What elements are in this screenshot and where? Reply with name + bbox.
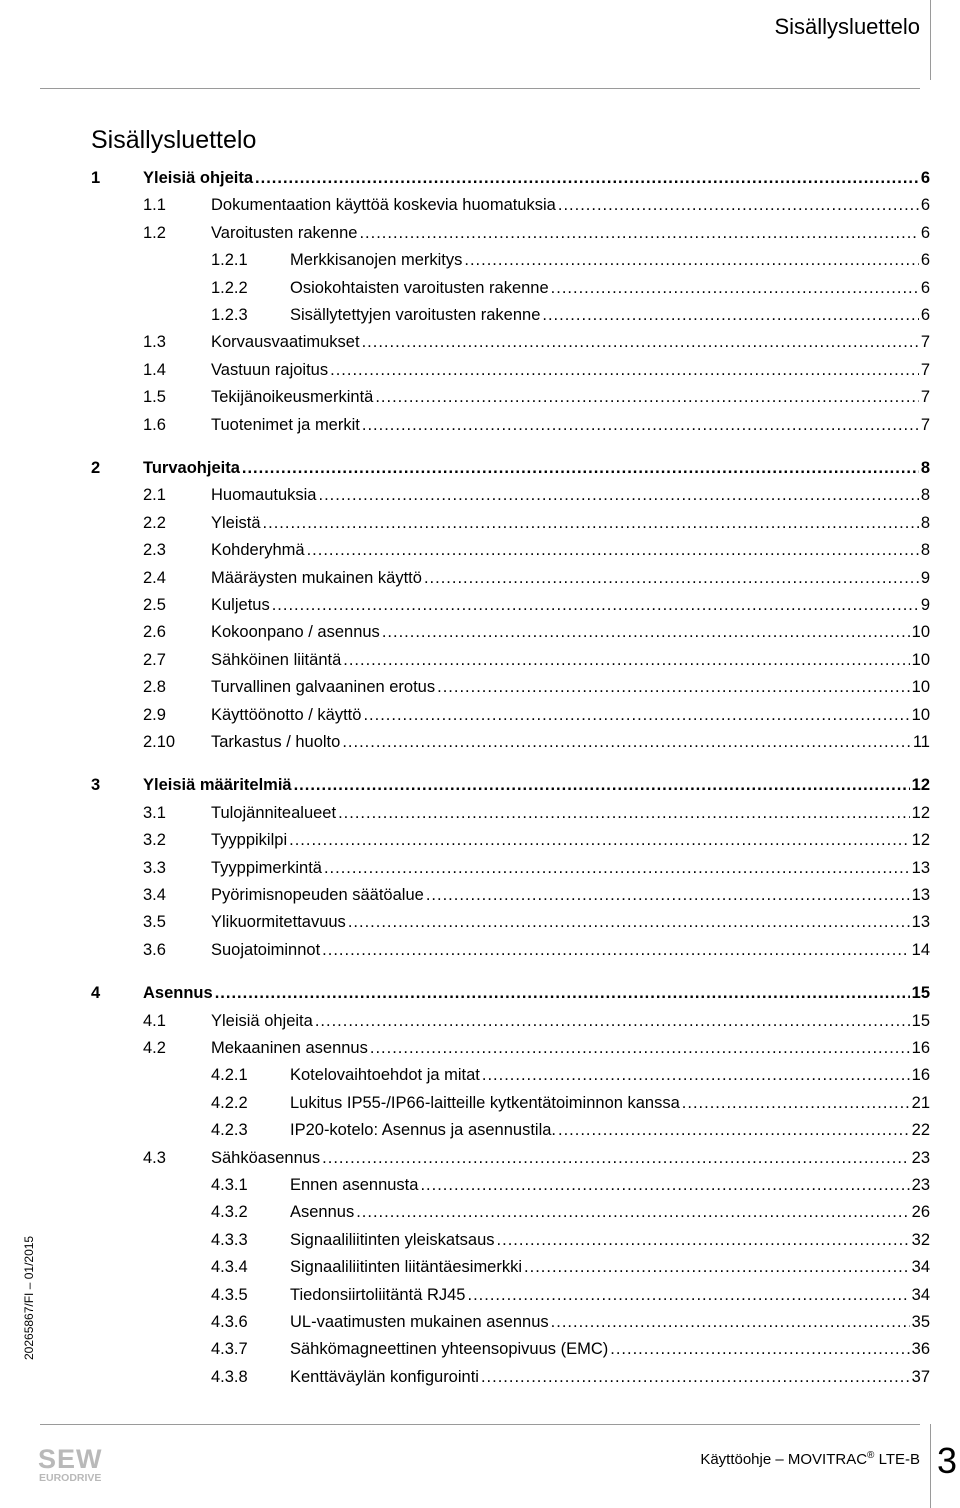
- toc-entry[interactable]: [143, 704, 930, 726]
- toc-entry-page: 8: [920, 514, 930, 532]
- toc-entry-page: 8: [920, 486, 930, 504]
- toc-entry-page: 13: [911, 859, 930, 877]
- toc-entry-page: 37: [911, 1368, 930, 1386]
- toc-entry-title: Tiedonsiirtoliitäntä RJ45: [290, 1286, 466, 1304]
- toc-entry[interactable]: [211, 1256, 930, 1278]
- toc-entry-page: 10: [911, 623, 930, 641]
- toc-entry-page: 35: [911, 1313, 930, 1331]
- toc-dot-leader: [255, 167, 919, 189]
- toc-entry[interactable]: [143, 414, 930, 436]
- toc-entry-number: 1.4: [143, 361, 166, 379]
- toc-entry-number: 2.3: [143, 541, 166, 559]
- toc-entry[interactable]: [143, 731, 930, 753]
- toc-entry-number: 1.5: [143, 388, 166, 406]
- toc-entry-page: 15: [911, 1012, 930, 1030]
- toc-dot-leader: [359, 222, 918, 244]
- toc-dot-leader: [481, 1366, 910, 1388]
- toc-entry-page: 23: [911, 1149, 930, 1167]
- toc-dot-leader: [424, 567, 919, 589]
- toc-entry[interactable]: [143, 802, 930, 824]
- toc-entry[interactable]: [143, 884, 930, 906]
- toc-entry-title: Osiokohtaisten varoitusten rakenne: [290, 279, 549, 297]
- toc-entry-number: 4.3.5: [211, 1286, 248, 1304]
- toc-entry-title: Signaaliliitinten liitäntäesimerkki: [290, 1258, 523, 1276]
- toc-entry-number: 1.2.1: [211, 251, 248, 269]
- toc-entry[interactable]: [143, 911, 930, 933]
- toc-dot-leader: [263, 512, 919, 534]
- toc-dot-leader: [362, 331, 919, 353]
- toc-entry[interactable]: [211, 277, 930, 299]
- toc-entry-title: Turvallinen galvaaninen erotus: [211, 678, 436, 696]
- toc-entry-page: 34: [911, 1258, 930, 1276]
- toc-entry[interactable]: [143, 512, 930, 534]
- toc-entry[interactable]: [143, 567, 930, 589]
- toc-entry-title: Ylikuormitettavuus: [211, 913, 346, 931]
- toc-dot-leader: [551, 277, 919, 299]
- toc-entry-page: 10: [911, 651, 930, 669]
- toc-entry-title: Kokoonpano / asennus: [211, 623, 380, 641]
- document-code: 20265867/FI – 01/2015: [22, 1235, 36, 1360]
- toc-entry-page: 8: [920, 459, 930, 477]
- toc-entry-page: 6: [920, 279, 930, 297]
- toc-entry-number: 4.3.2: [211, 1203, 248, 1221]
- toc-entry-number: 1.1: [143, 196, 166, 214]
- toc-entry[interactable]: [143, 1147, 930, 1169]
- toc-entry-title: Huomautuksia: [211, 486, 317, 504]
- toc-dot-leader: [542, 304, 918, 326]
- toc-entry-title: UL-vaatimusten mukainen asennus: [290, 1313, 549, 1331]
- toc-entry-title: Kohderyhmä: [211, 541, 305, 559]
- toc-entry-page: 12: [911, 804, 930, 822]
- toc-entry-page: 6: [920, 251, 930, 269]
- toc-entry[interactable]: [143, 539, 930, 561]
- toc-entry-number: 4.3.1: [211, 1176, 248, 1194]
- toc-entry-number: 4.3.3: [211, 1231, 248, 1249]
- toc-entry-number: 4.2: [143, 1039, 166, 1057]
- toc-entry-number: 4: [91, 984, 101, 1002]
- toc-dot-leader: [370, 1037, 910, 1059]
- toc-dot-leader: [348, 911, 910, 933]
- toc-entry[interactable]: [143, 676, 930, 698]
- toc-entry[interactable]: [211, 1284, 930, 1306]
- toc-dot-leader: [330, 359, 919, 381]
- toc-entry-title: Kotelovaihtoehdot ja mitat: [290, 1066, 480, 1084]
- toc-entry-title: Tyyppimerkintä: [211, 859, 322, 877]
- toc-entry[interactable]: [143, 331, 930, 353]
- toc-entry[interactable]: [143, 386, 930, 408]
- toc-entry-page: 6: [920, 169, 930, 187]
- toc-entry-title: Sähköinen liitäntä: [211, 651, 342, 669]
- toc-entry-title: Yleisiä ohjeita: [143, 169, 254, 187]
- toc-entry-number: 4.3.8: [211, 1368, 248, 1386]
- toc-entry-number: 4.1: [143, 1012, 166, 1030]
- toc-entry-title: Tulojännitealueet: [211, 804, 337, 822]
- toc-entry-title: Asennus: [143, 984, 213, 1002]
- toc-entry[interactable]: [91, 457, 930, 479]
- toc-dot-leader: [420, 1174, 909, 1196]
- toc-entry[interactable]: [143, 594, 930, 616]
- toc-entry-page: 36: [911, 1340, 930, 1358]
- toc-entry-title: Sähkömagneettinen yhteensopivuus (EMC): [290, 1340, 609, 1358]
- toc-entry-number: 4.3: [143, 1149, 166, 1167]
- toc-entry-page: 13: [911, 886, 930, 904]
- toc-entry[interactable]: [91, 167, 930, 189]
- toc-entry[interactable]: [143, 1010, 930, 1032]
- toc-entry-page: 34: [911, 1286, 930, 1304]
- toc-entry[interactable]: [211, 1366, 930, 1388]
- registered-mark: ®: [867, 1450, 875, 1461]
- toc-entry[interactable]: [211, 1174, 930, 1196]
- toc-entry-title: Vastuun rajoitus: [211, 361, 329, 379]
- toc-entry-number: 2.7: [143, 651, 166, 669]
- toc-entry-title: Sisällytettyjen varoitusten rakenne: [290, 306, 541, 324]
- toc-entry-title: Tuotenimet ja merkit: [211, 416, 360, 434]
- toc-entry[interactable]: [211, 1064, 930, 1086]
- toc-entry-number: 4.2.1: [211, 1066, 248, 1084]
- toc-entry[interactable]: [143, 939, 930, 961]
- toc-entry-page: 13: [911, 913, 930, 931]
- toc-entry-number: 2.10: [143, 733, 176, 751]
- toc-dot-leader: [343, 649, 909, 671]
- toc-entry-page: 12: [911, 776, 930, 794]
- toc-dot-leader: [426, 884, 910, 906]
- toc-entry-title: Signaaliliitinten yleiskatsaus: [290, 1231, 495, 1249]
- toc-entry[interactable]: [143, 829, 930, 851]
- toc-entry[interactable]: [143, 1037, 930, 1059]
- toc-dot-leader: [524, 1256, 910, 1278]
- toc-entry[interactable]: [211, 1311, 930, 1333]
- toc-entry-title: Varoitusten rakenne: [211, 224, 358, 242]
- toc-entry-page: 6: [920, 196, 930, 214]
- toc-entry-number: 2.5: [143, 596, 166, 614]
- header-title: Sisällysluettelo: [774, 14, 920, 39]
- toc-entry-page: 32: [911, 1231, 930, 1249]
- toc-dot-leader: [322, 939, 909, 961]
- toc-entry-number: 1.6: [143, 416, 166, 434]
- toc-entry[interactable]: [211, 1201, 930, 1223]
- footer-divider: [40, 1424, 920, 1425]
- toc-entry-title: Tyyppikilpi: [211, 831, 288, 849]
- toc-title: Sisällysluettelo: [91, 126, 257, 154]
- toc-entry[interactable]: [211, 1338, 930, 1360]
- toc-entry-number: 4.3.6: [211, 1313, 248, 1331]
- toc-entry-title: Ennen asennusta: [290, 1176, 419, 1194]
- toc-entry-page: 16: [911, 1039, 930, 1057]
- toc-entry-title: Kenttäväylän konfigurointi: [290, 1368, 479, 1386]
- toc-entry[interactable]: [143, 621, 930, 643]
- toc-entry-number: 3.3: [143, 859, 166, 877]
- toc-dot-leader: [610, 1338, 909, 1360]
- toc-entry-page: 9: [920, 569, 930, 587]
- toc-dot-leader: [307, 539, 919, 561]
- toc-entry-number: 2.9: [143, 706, 166, 724]
- toc-entry-number: 4.3.7: [211, 1340, 248, 1358]
- toc-entry-page: 7: [920, 416, 930, 434]
- toc-entry-number: 3.6: [143, 941, 166, 959]
- toc-entry[interactable]: [143, 222, 930, 244]
- toc-entry-page: 16: [911, 1066, 930, 1084]
- toc-entry-page: 7: [920, 361, 930, 379]
- toc-entry-title: Dokumentaation käyttöä koskevia huomatuksia: [211, 196, 556, 214]
- toc-dot-leader: [272, 594, 919, 616]
- toc-entry-page: 26: [911, 1203, 930, 1221]
- toc-entry-title: IP20-kotelo: Asennus ja asennustila.: [290, 1121, 557, 1139]
- logo-text-sew: SEW: [38, 1444, 103, 1474]
- toc-entry-number: 4.2.3: [211, 1121, 248, 1139]
- toc-dot-leader: [437, 676, 910, 698]
- toc-dot-leader: [375, 386, 918, 408]
- toc-dot-leader: [482, 1064, 910, 1086]
- toc-entry-title: Lukitus IP55-/IP66-laitteille kytkentätoiminnon kanssa: [290, 1094, 680, 1112]
- toc-entry-title: Yleistä: [211, 514, 261, 532]
- toc-entry[interactable]: [211, 249, 930, 271]
- toc-dot-leader: [324, 857, 910, 879]
- toc-entry-page: 7: [920, 333, 930, 351]
- toc-entry-number: 2.8: [143, 678, 166, 696]
- toc-entry-page: 14: [911, 941, 930, 959]
- toc-dot-leader: [342, 731, 911, 753]
- logo-text-eurodrive: EURODRIVE: [39, 1472, 102, 1484]
- toc-entry-number: 3.2: [143, 831, 166, 849]
- toc-dot-leader: [356, 1201, 909, 1223]
- toc-entry-title: Pyörimisnopeuden säätöalue: [211, 886, 424, 904]
- document-title-prefix: Käyttöohje – MOVITRAC: [700, 1451, 868, 1468]
- toc-dot-leader: [362, 414, 919, 436]
- toc-dot-leader: [289, 829, 910, 851]
- toc-entry-page: 8: [920, 541, 930, 559]
- toc-entry[interactable]: [211, 1229, 930, 1251]
- toc-dot-leader: [464, 249, 918, 271]
- toc-entry-number: 1.2.3: [211, 306, 248, 324]
- toc-dot-leader: [497, 1229, 910, 1251]
- toc-entry[interactable]: [143, 484, 930, 506]
- toc-entry-title: Käyttöönotto / käyttö: [211, 706, 362, 724]
- toc-entry[interactable]: [143, 857, 930, 879]
- toc-dot-leader: [315, 1010, 910, 1032]
- toc-entry-number: 3: [91, 776, 101, 794]
- toc-entry-number: 2.2: [143, 514, 166, 532]
- toc-entry-number: 1.2: [143, 224, 166, 242]
- toc-entry[interactable]: [91, 774, 930, 796]
- toc-entry-number: 2: [91, 459, 101, 477]
- toc-entry-number: 1: [91, 169, 101, 187]
- toc-dot-leader: [558, 1119, 910, 1141]
- toc-dot-leader: [382, 621, 910, 643]
- toc-entry-title: Asennus: [290, 1203, 355, 1221]
- toc-dot-leader: [318, 484, 918, 506]
- toc-entry-title: Tekijänoikeusmerkintä: [211, 388, 374, 406]
- sew-eurodrive-logo: [38, 1444, 118, 1484]
- toc-entry-page: 7: [920, 388, 930, 406]
- toc-dot-leader: [551, 1311, 910, 1333]
- toc-entry-number: 3.5: [143, 913, 166, 931]
- toc-entry[interactable]: [211, 1119, 930, 1141]
- toc-entry-page: 6: [920, 306, 930, 324]
- toc-entry-page: 11: [912, 733, 930, 751]
- toc-dot-leader: [242, 457, 919, 479]
- toc-entry-page: 21: [911, 1094, 930, 1112]
- toc-entry[interactable]: [143, 194, 930, 216]
- toc-entry-page: 10: [911, 706, 930, 724]
- page-number: 3: [937, 1440, 958, 1481]
- toc-entry-page: 23: [911, 1176, 930, 1194]
- document-title-suffix: LTE-B: [874, 1451, 920, 1468]
- toc-entry[interactable]: [91, 982, 930, 1004]
- toc-entry[interactable]: [143, 359, 930, 381]
- toc-entry-page: 9: [920, 596, 930, 614]
- toc-entry-number: 1.2.2: [211, 279, 248, 297]
- toc-entry[interactable]: [211, 304, 930, 326]
- toc-dot-leader: [558, 194, 919, 216]
- toc-dot-leader: [363, 704, 909, 726]
- toc-dot-leader: [294, 774, 910, 796]
- toc-entry-title: Korvausvaatimukset: [211, 333, 360, 351]
- toc-entry-number: 3.4: [143, 886, 166, 904]
- toc-entry[interactable]: [211, 1092, 930, 1114]
- toc-dot-leader: [467, 1284, 909, 1306]
- toc-entry-page: 6: [920, 224, 930, 242]
- toc-dot-leader: [682, 1092, 910, 1114]
- toc-entry-page: 15: [911, 984, 930, 1002]
- toc-entry-title: Yleisiä ohjeita: [211, 1012, 313, 1030]
- toc-entry-number: 4.3.4: [211, 1258, 248, 1276]
- toc-entry-number: 2.1: [143, 486, 166, 504]
- toc-entry-page: 10: [911, 678, 930, 696]
- toc-entry-title: Kuljetus: [211, 596, 270, 614]
- toc-entry-number: 1.3: [143, 333, 166, 351]
- toc-entry-title: Yleisiä määritelmiä: [143, 776, 292, 794]
- document-title: [700, 1450, 920, 1468]
- toc-dot-leader: [322, 1147, 909, 1169]
- toc-entry-number: 2.6: [143, 623, 166, 641]
- toc-entry-title: Määräysten mukainen käyttö: [211, 569, 422, 587]
- toc-dot-leader: [338, 802, 910, 824]
- toc-entry-number: 3.1: [143, 804, 166, 822]
- toc-entry-title: Sähköasennus: [211, 1149, 321, 1167]
- toc-entry-title: Turvaohjeita: [143, 459, 240, 477]
- toc-entry-page: 12: [911, 831, 930, 849]
- toc-entry[interactable]: [143, 649, 930, 671]
- toc-entry-number: 2.4: [143, 569, 166, 587]
- toc-entry-title: Mekaaninen asennus: [211, 1039, 368, 1057]
- toc-entry-page: 22: [911, 1121, 930, 1139]
- toc-dot-leader: [215, 982, 910, 1004]
- toc-entry-title: Tarkastus / huolto: [211, 733, 341, 751]
- toc-entry-title: Suojatoiminnot: [211, 941, 321, 959]
- footer-divider-vertical: [930, 1424, 931, 1508]
- toc-entry-title: Merkkisanojen merkitys: [290, 251, 463, 269]
- toc-entry-number: 4.2.2: [211, 1094, 248, 1112]
